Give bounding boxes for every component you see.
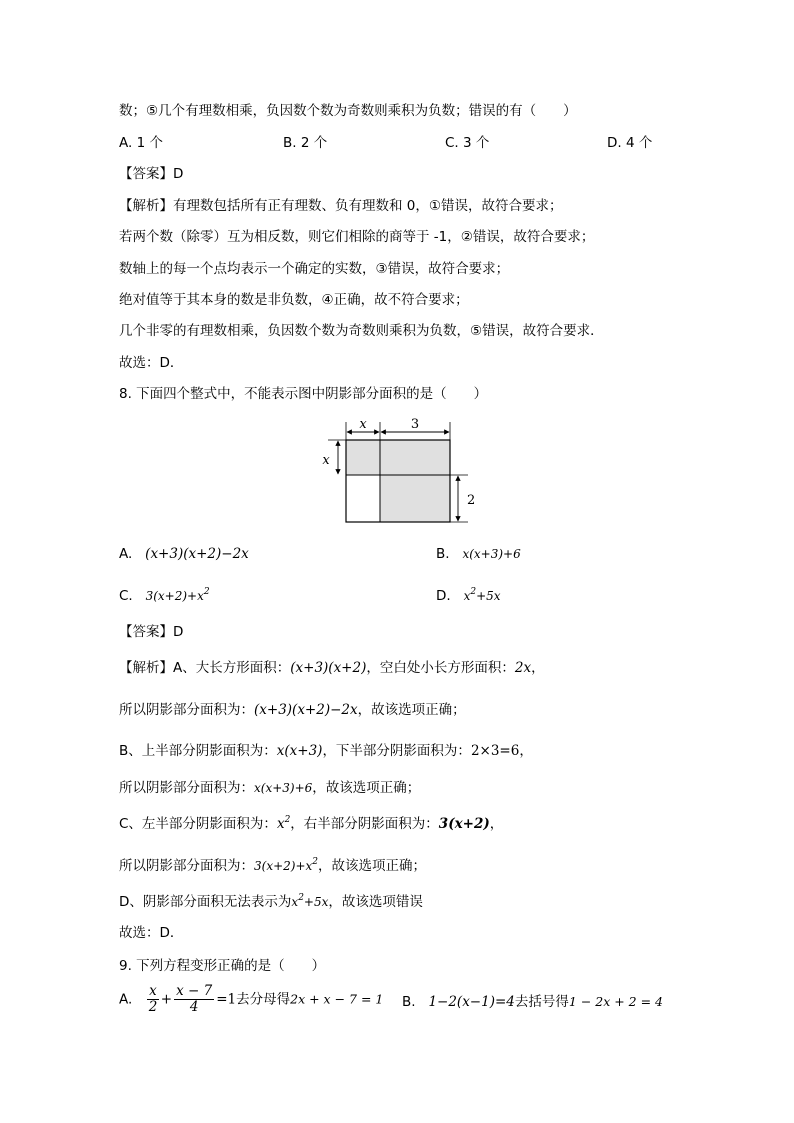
option-label: B. (402, 994, 416, 1010)
q8-stem: 8. 下面四个整式中，不能表示图中阴影部分面积的是（ ） (119, 386, 488, 402)
exponent: 2 (298, 893, 304, 903)
q7-analysis-5: 几个非零的有理数相乘，负因数个数为奇数则乘积为负数，⑤错误，故符合要求． (119, 323, 604, 339)
text: D、阴影部分面积无法表示为 (119, 894, 292, 910)
text: 所以阴影部分面积为： (119, 702, 254, 718)
fraction-x-minus-7-over-4 (174, 984, 214, 1015)
q8-analysis-d1 (119, 892, 423, 912)
shaded-top-right (380, 440, 450, 475)
q7-analysis-1: 【解析】有理数包括所有正有理数、负有理数和 0，①错误，故符合要求； (119, 198, 563, 214)
expr: 3(x+2) (438, 816, 490, 832)
expr: x(x+3) (276, 743, 323, 759)
expr-part: 3(x+2)+x (145, 589, 204, 603)
option-d-expr (464, 589, 501, 603)
text: ，空白处小长方形面积： (366, 660, 515, 676)
text: 所以阴影部分面积为： (119, 780, 254, 796)
plus-sign: + (160, 991, 173, 1008)
expr: 1 − 2x + 2 = 4 (568, 994, 664, 1009)
expr: +5x (303, 895, 329, 909)
expr: (x+3)(x+2) (290, 660, 367, 676)
expr: 1−2(x−1)=4 (428, 994, 515, 1010)
expr: x (276, 816, 285, 832)
q8-analysis-c1 (119, 814, 503, 834)
q8-answer: 【答案】D (119, 624, 184, 640)
option-a-expr: (x+3)(x+2)−2x (145, 546, 249, 562)
fraction-x-over-2 (147, 984, 159, 1015)
q7-option-d: D. 4 个 (607, 135, 653, 151)
expr: 3(x+2)+x (254, 859, 313, 873)
q8-option-a (119, 544, 249, 564)
numerator: x (149, 983, 157, 999)
q7-stem-tail: 数；⑤几个有理数相乘，负因数个数为奇数则乘积为负数；错误的有（ ） (119, 103, 577, 119)
shaded-bottom-right (380, 475, 450, 522)
expr: 2x + x − 7 = 1 (290, 991, 384, 1007)
exponent: 2 (203, 587, 210, 597)
q7-option-b: B. 2 个 (283, 135, 328, 151)
text: ，故该选项正确； (312, 780, 421, 796)
text: ， (531, 660, 545, 676)
exponent: 2 (284, 815, 291, 825)
label-2: 2 (467, 493, 476, 508)
q9-option-a (119, 984, 383, 1015)
q8-analysis-c2 (119, 856, 426, 876)
q7-analysis-4: 绝对值等于其本身的数是非负数，④正确，故不符合要求； (119, 292, 469, 308)
text: ，故该选项正确； (357, 702, 466, 718)
blank-bottom-left (346, 475, 380, 522)
option-label: C. (119, 588, 133, 604)
exponent: 2 (470, 587, 477, 597)
label-3: 3 (410, 417, 420, 432)
q7-option-a: A. 1 个 (119, 135, 163, 151)
numerator: x − 7 (176, 983, 213, 999)
q8-option-b (436, 544, 521, 564)
q8-analysis-b2 (119, 778, 420, 798)
option-label: A. (119, 546, 133, 562)
label-x-left: x (322, 453, 330, 468)
q8-analysis-b1 (119, 741, 533, 761)
q8-option-c (119, 586, 210, 606)
expr-part: +5x (476, 589, 501, 603)
option-b-expr: x(x+3)+6 (462, 547, 521, 561)
q7-option-c: C. 3 个 (445, 135, 490, 151)
q8-analysis-a2 (119, 700, 466, 720)
expr: 2×3=6 (470, 743, 520, 759)
q8-figure (318, 412, 478, 530)
expr: x (291, 895, 299, 909)
q8-choose: 故选：D． (119, 925, 184, 941)
q9-option-b (402, 992, 663, 1012)
text: C、左半部分阴影面积为： (119, 816, 277, 832)
expr: 2x (514, 660, 532, 676)
expr: x(x+3)+6 (254, 781, 313, 795)
q7-choose: 故选：D． (119, 355, 184, 371)
option-label: A. (119, 991, 133, 1008)
q9-stem: 9. 下列方程变形正确的是（ ） (119, 958, 326, 974)
text: 去括号得 (514, 994, 569, 1010)
q7-answer: 【答案】D (119, 166, 184, 182)
text: 所以阴影部分面积为： (119, 858, 254, 874)
q8-option-d (436, 586, 501, 606)
equals-one: =1 (216, 991, 237, 1008)
text: 【解析】A、大长方形面积： (119, 660, 291, 676)
q7-analysis-2: 若两个数（除零）互为相反数，则它们相除的商等于 -1，②错误，故符合要求； (119, 229, 595, 245)
text: ， (519, 743, 533, 759)
text: ，右半部分阴影面积为： (290, 816, 439, 832)
option-label: D. (436, 588, 451, 604)
expr: (x+3)(x+2)−2x (254, 702, 358, 718)
expr-part: x (463, 589, 471, 603)
q8-analysis-a1 (119, 658, 545, 678)
exponent: 2 (312, 857, 319, 867)
denominator: 2 (148, 999, 158, 1015)
shaded-top-left (346, 440, 380, 475)
option-c-expr (146, 589, 210, 603)
text: ， (489, 816, 504, 832)
text: ，故该选项错误 (328, 894, 423, 910)
text: ，故该选项正确； (318, 858, 427, 874)
denominator: 4 (189, 999, 199, 1015)
text: ，下半部分阴影面积为： (322, 743, 471, 759)
q7-analysis-3: 数轴上的每一个点均表示一个确定的实数，③错误，故符合要求； (119, 261, 510, 277)
text: 去分母得 (236, 991, 291, 1008)
option-label: B. (436, 546, 450, 562)
text: B、上半部分阴影面积为： (119, 743, 277, 759)
label-x-top: x (359, 417, 367, 432)
